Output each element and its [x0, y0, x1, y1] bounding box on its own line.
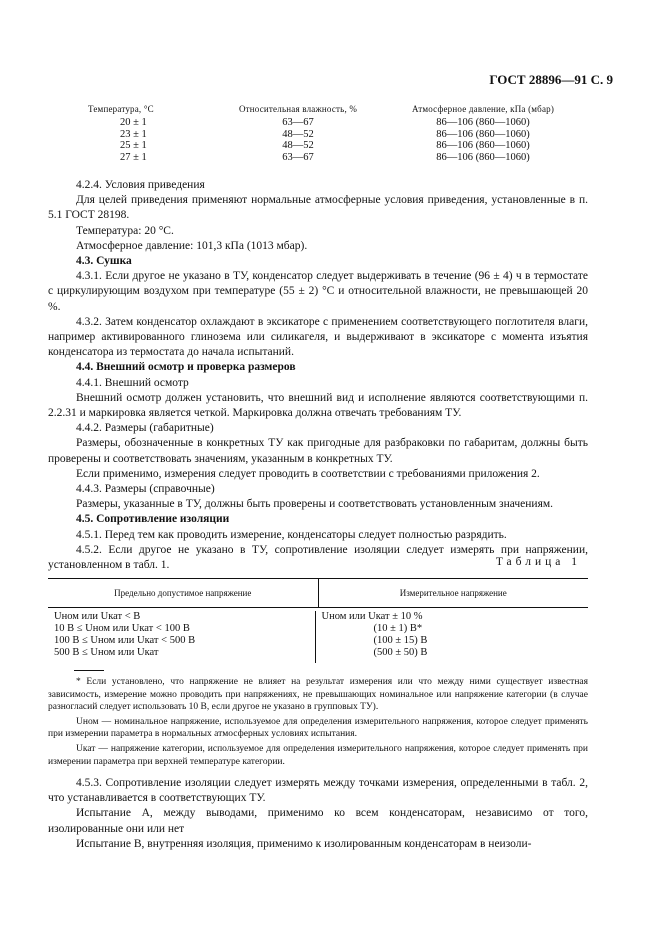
climate-row	[88, 152, 588, 164]
climate-row	[88, 140, 588, 152]
footnote: * Если установлено, что напряжение не влияет на результат измерения или что между ними существует известная зависимость, измерение можно проводить при напряжениях, не превышающих номинальное или напряжение категории (в случае разногласий следует использовать 10 В, если другое не указано в групповых ТУ).	[48, 677, 588, 713]
voltage-table	[48, 578, 588, 663]
page-header: ГОСТ 28896—91 С. 9	[489, 72, 613, 87]
paragraph: Внешний осмотр должен установить, что внешний вид и исполнение являются соответствующими п. 2.2.31 и маркировка является четкой. Маркировка должна отвечать требованиям ТУ.	[48, 391, 588, 420]
climate-header-row	[88, 104, 588, 114]
climate-conditions-table	[88, 104, 588, 163]
paragraph: Размеры, обозначенные в конкретных ТУ как пригодные для разбраковки по габаритам, должны быть проверены и соответствовать значениям, указанным в конкретных ТУ.	[48, 437, 588, 465]
table-cell: Uном или Uкат < В	[54, 611, 141, 622]
climate-cell: 63—67	[282, 117, 314, 128]
table-header-measuring-voltage: Измерительное напряжение	[399, 588, 507, 598]
paragraph: 4.4.1. Внешний осмотр	[76, 376, 189, 389]
climate-cell: 86—106 (860—1060)	[436, 117, 530, 128]
section-heading: 4.3. Сушка	[76, 255, 132, 268]
paragraph: Если применимо, измерения следует проводить в соответствии с требованиями приложения 2.	[76, 467, 540, 480]
climate-cell: 86—106 (860—1060)	[436, 128, 530, 140]
paragraph: Размеры, указанные в ТУ, должны быть проверены и соответствовать установленным значениям.	[76, 498, 554, 511]
climate-row	[88, 117, 588, 129]
footnote-rule	[74, 670, 104, 671]
table-col-limit	[48, 611, 316, 663]
climate-header-temp: Температура, °С	[88, 104, 154, 114]
body-text	[48, 178, 588, 573]
table-cell: 500 В ≤ Uном или Uкат	[54, 647, 159, 658]
climate-cell: 86—106 (860—1060)	[436, 151, 530, 163]
table-caption: Таблица 1	[495, 556, 581, 568]
climate-row	[88, 129, 588, 141]
paragraph: 4.4.2. Размеры (габаритные)	[76, 422, 214, 435]
table-header-limit-voltage: Предельно допустимое напряжение	[48, 579, 319, 607]
paragraph: 4.3.2. Затем конденсатор охлаждают в эксикаторе с применением соответствующего поглотителя влаги, например активированного глинозема или силикагеля, и выдерживают в эксикаторе с момента изъятия конденсатора из термостата до начала испытаний.	[48, 315, 588, 359]
climate-cell: 23 ± 1	[120, 128, 147, 140]
body-text-continued	[48, 776, 588, 852]
table-cell: 10 В ≤ Uном или Uкат < 100 В	[54, 623, 190, 634]
footnote: Uном — номинальное напряжение, используемое для определения измерительного напряжения, которое следует применять при измерении параметра в нормальных атмосферных условиях испытания.	[48, 716, 588, 740]
paragraph: Температура: 20 °С.	[76, 224, 174, 237]
paragraph: Испытание А, между выводами, применимо ко всем конденсаторам, независимо от того, изолированные они или нет	[48, 807, 588, 835]
section-heading: 4.4. Внешний осмотр и проверка размеров	[76, 361, 296, 374]
climate-header-humidity: Относительная влажность, %	[238, 104, 358, 114]
paragraph: 4.5.2. Если другое не указано в ТУ, сопротивление изоляции следует измерять при напряжении, установленном в табл. 1.	[48, 543, 588, 572]
climate-header-pressure: Атмосферное давление, кПа (мбар)	[411, 104, 555, 114]
climate-cell: 27 ± 1	[120, 151, 147, 163]
paragraph: 4.5.3. Сопротивление изоляции следует измерять между точками измерения, определенными в табл. 2, что устанавливается в соответствующих ТУ.	[48, 777, 588, 805]
climate-cell: 63—67	[282, 151, 314, 163]
climate-cell: 25 ± 1	[120, 140, 147, 151]
table-header-row	[48, 579, 588, 608]
paragraph: 4.4.3. Размеры (справочные)	[76, 483, 215, 496]
table-body	[48, 608, 588, 663]
paragraph: Испытание В, внутренняя изоляция, применимо к изолированным конденсаторам в неизоли-	[76, 837, 532, 850]
section-heading: 4.5. Сопротивление изоляции	[76, 513, 230, 526]
climate-cell: 48—52	[282, 128, 314, 140]
footnote: Uкат — напряжение категории, используемое для определения измерительного напряжения, которое следует применять при измерении параметра при верхней температуре категории.	[48, 743, 588, 767]
table-cell: (10 ± 1) В*	[373, 623, 423, 634]
climate-cell: 20 ± 1	[120, 117, 147, 128]
paragraph: 4.3.1. Если другое не указано в ТУ, конденсатор следует выдерживать в течение (96 ± 4) ч в термостате с циркулирующим воздухом при температуре (55 ± 2) °С и относительной влажности, не превышающей 20 %.	[48, 270, 588, 313]
climate-cell: 48—52	[282, 140, 314, 151]
table-cell: (100 ± 15) В	[373, 635, 428, 646]
paragraph: Для целей приведения применяют нормальные атмосферные условия приведения, установленные в п. 5.1 ГОСТ 28198.	[48, 194, 588, 222]
table-cell: 100 В ≤ Uном или Uкат < 500 В	[54, 635, 196, 646]
table-cell: (500 ± 50) В	[373, 647, 428, 658]
climate-cell: 86—106 (860—1060)	[436, 140, 530, 151]
paragraph: Атмосферное давление: 101,3 кПа (1013 мбар).	[76, 239, 308, 252]
paragraph: 4.2.4. Условия приведения	[76, 179, 205, 191]
table-cell: Uном или Uкат ± 10 %	[321, 611, 423, 622]
table-col-measuring	[316, 611, 589, 663]
paragraph: 4.5.1. Перед тем как проводить измерение, конденсаторы следует полностью разрядить.	[76, 528, 507, 541]
footnotes	[48, 676, 588, 770]
